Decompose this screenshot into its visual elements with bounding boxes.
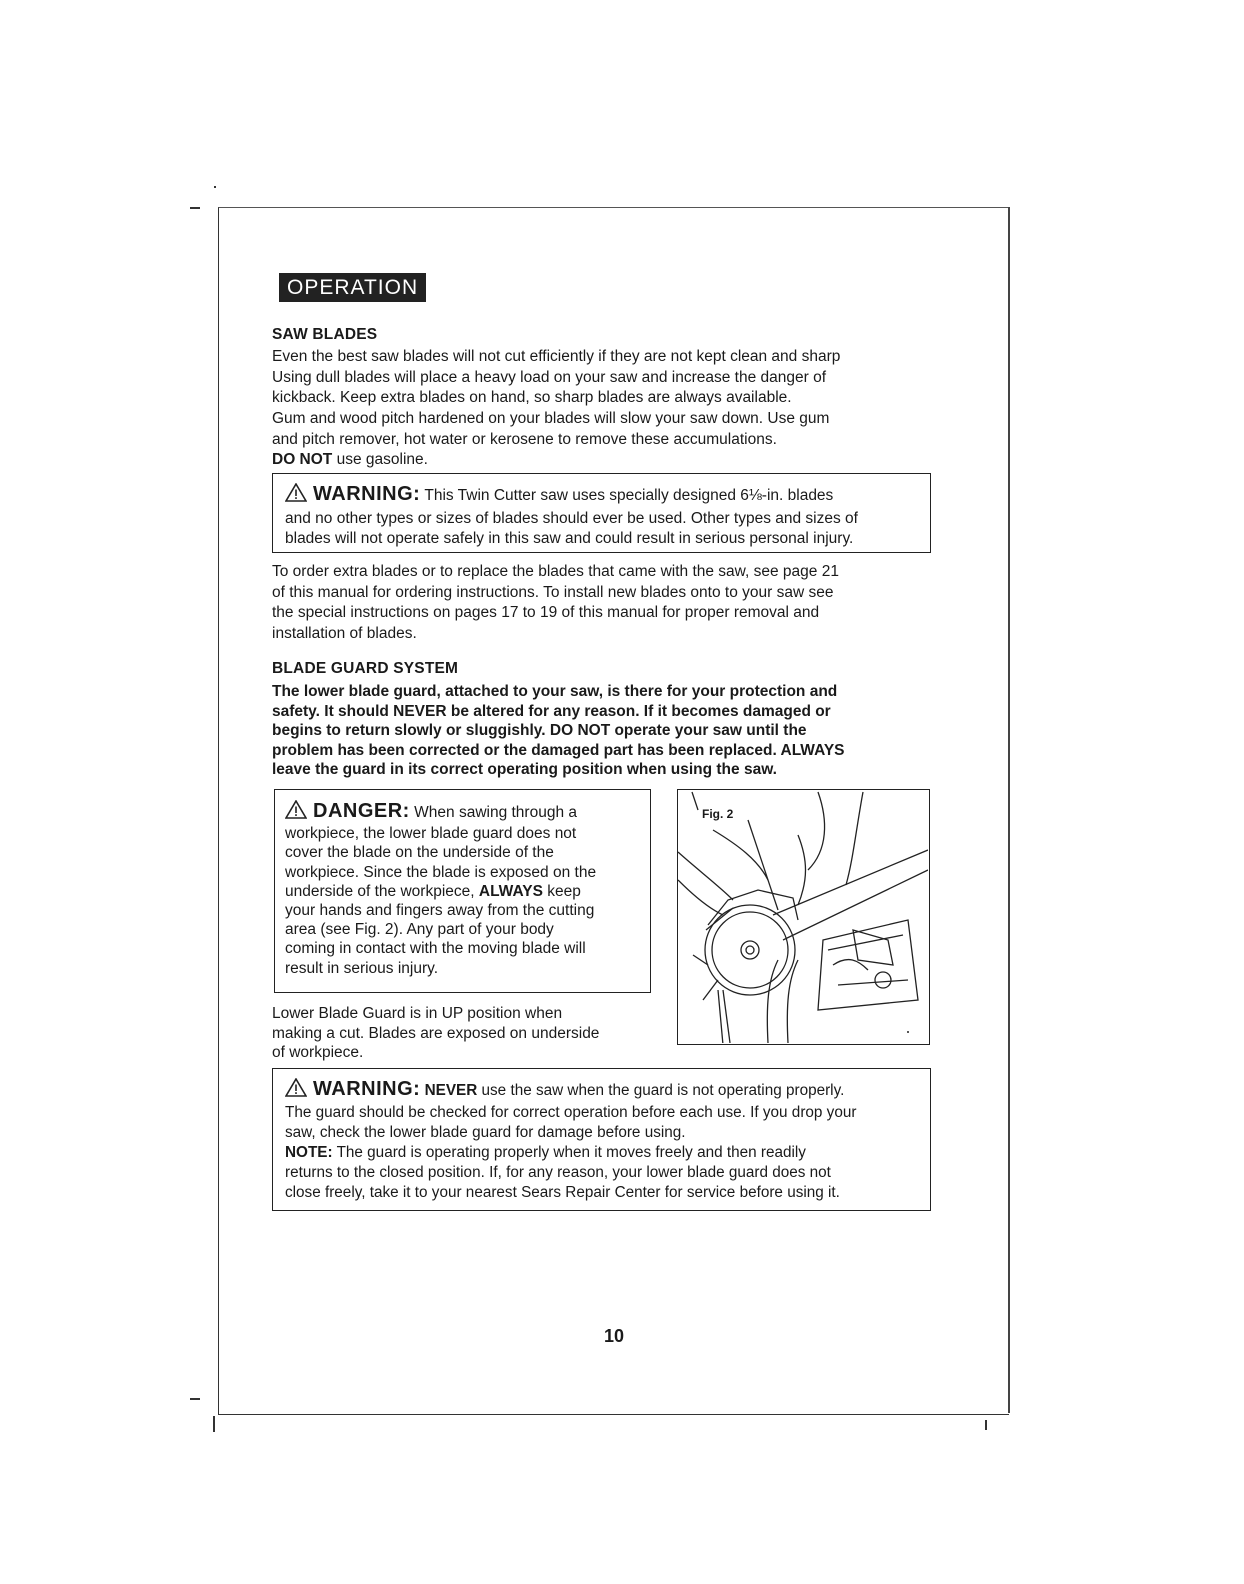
- text-line: kickback. Keep extra blades on hand, so sharp blades are always available.: [272, 389, 792, 406]
- warning-line-6: close freely, take it to your nearest Sears Repair Center for service before using it.: [285, 1184, 840, 1201]
- figure-caption: [272, 1004, 599, 1063]
- danger-title: DANGER:: [313, 800, 410, 822]
- text-line: begins to return slowly or sluggishly. DO NOT operate your saw until the: [272, 722, 807, 739]
- warning-line-2: and no other types or sizes of blades should ever be used. Other types and sizes of: [285, 509, 858, 527]
- danger-line-1: [285, 800, 645, 824]
- text-line: the special instructions on pages 17 to 19 of this manual for proper removal and: [272, 604, 820, 621]
- text-segment: underside of the workpiece,: [285, 882, 475, 900]
- text-line: The lower blade guard, attached to your saw, is there for your protection and: [272, 683, 838, 700]
- text-line: problem has been corrected or the damaged part has been replaced. ALWAYS: [272, 741, 845, 759]
- page-number: 10: [604, 1326, 625, 1346]
- text-line: Lower Blade Guard is in UP position when: [272, 1005, 563, 1022]
- text-line: area (see Fig. 2). Any part of your body: [285, 921, 554, 939]
- text-line: workpiece, the lower blade guard does not: [285, 825, 577, 843]
- warning-line-3: saw, check the lower blade guard for damage before using.: [285, 1124, 686, 1141]
- figure-2: [677, 789, 930, 1045]
- warning-text: use the saw when the guard is not operating properly.: [477, 1082, 845, 1099]
- text-line: leave the guard in its correct operating position when using the saw.: [272, 761, 777, 778]
- saw-blades-paragraph-2: [272, 409, 829, 471]
- donot-rest: use gasoline.: [332, 451, 428, 468]
- text-line: To order extra blades or to replace the blades that came with the saw, see page 21: [272, 563, 839, 580]
- always-bold: ALWAYS: [478, 882, 543, 900]
- warning-box-blades: [272, 473, 931, 553]
- section-title: OPERATION: [279, 273, 426, 302]
- figure-speck: [907, 1031, 909, 1033]
- donot-bold: DO NOT: [272, 451, 333, 468]
- text-line: cover the blade on the underside of the: [285, 844, 554, 862]
- text-line: of this manual for ordering instructions. To install new blades onto to your saw see: [272, 583, 834, 601]
- warning-title: WARNING:: [313, 483, 421, 505]
- note-line: [285, 1143, 930, 1163]
- text-line: your hands and fingers away from the cutting: [285, 902, 595, 920]
- note-bold: NOTE:: [285, 1144, 333, 1161]
- text-line: Gum and wood pitch hardened on your blades will slow your saw down. Use gum: [272, 410, 830, 427]
- donot-line: [272, 450, 829, 471]
- warning-text: This Twin Cutter saw uses specially designed 6⅛-in. blades: [420, 487, 834, 504]
- warning-line-3: blades will not operate safely in this saw and could result in serious personal injury.: [285, 530, 854, 547]
- blade-guard-heading: BLADE GUARD SYSTEM: [272, 660, 459, 677]
- text-line: Using dull blades will place a heavy load on your saw and increase the danger of: [272, 368, 827, 386]
- warning-title: WARNING:: [313, 1078, 421, 1100]
- text-line: installation of blades.: [272, 624, 417, 642]
- text-line: of workpiece.: [272, 1044, 364, 1061]
- danger-box: [274, 789, 651, 993]
- note-text: The guard is operating properly when it moves freely and then readily: [332, 1144, 806, 1161]
- warning-line-1: [285, 1078, 930, 1103]
- frame-right-border: [1008, 207, 1010, 1413]
- margin-dot: [214, 186, 216, 188]
- text-line: coming in contact with the moving blade will: [285, 940, 586, 958]
- saw-blades-heading: SAW BLADES: [272, 326, 378, 343]
- text-line: safety. It should NEVER be altered for any reason. If it becomes damaged or: [272, 702, 831, 720]
- text-segment: keep: [542, 882, 581, 900]
- warning-triangle-icon: [285, 483, 307, 509]
- ordering-paragraph: [272, 562, 839, 644]
- blade-guard-bold-paragraph: [272, 682, 845, 780]
- text-line: Even the best saw blades will not cut efficiently if they are not kept clean and sharp: [272, 348, 841, 365]
- danger-text: When sawing through a: [409, 804, 577, 821]
- text-line: [285, 882, 645, 901]
- warning-triangle-icon: [285, 1078, 307, 1103]
- text-line: workpiece. Since the blade is exposed on the: [285, 863, 597, 881]
- warning-triangle-icon: [285, 800, 307, 824]
- margin-tick: [213, 1416, 215, 1432]
- warning-box-guard: [272, 1068, 931, 1211]
- margin-tick: [190, 1398, 200, 1400]
- warning-line-2: The guard should be checked for correct operation before each use. If you drop your: [285, 1104, 857, 1121]
- saw-blades-paragraph-1: [272, 347, 840, 409]
- text-line: result in serious injury.: [285, 959, 439, 977]
- text-line: and pitch remover, hot water or kerosene to remove these accumulations.: [272, 430, 777, 448]
- saw-illustration: [678, 790, 928, 1043]
- margin-tick: [190, 207, 200, 209]
- warning-line-1: [285, 483, 925, 509]
- never-bold: NEVER: [420, 1082, 478, 1099]
- warning-line-5: returns to the closed position. If, for any reason, your lower blade guard does not: [285, 1164, 831, 1181]
- figure-label: Fig. 2: [702, 807, 734, 821]
- text-line: making a cut. Blades are exposed on underside: [272, 1024, 600, 1042]
- margin-tick: [985, 1420, 987, 1430]
